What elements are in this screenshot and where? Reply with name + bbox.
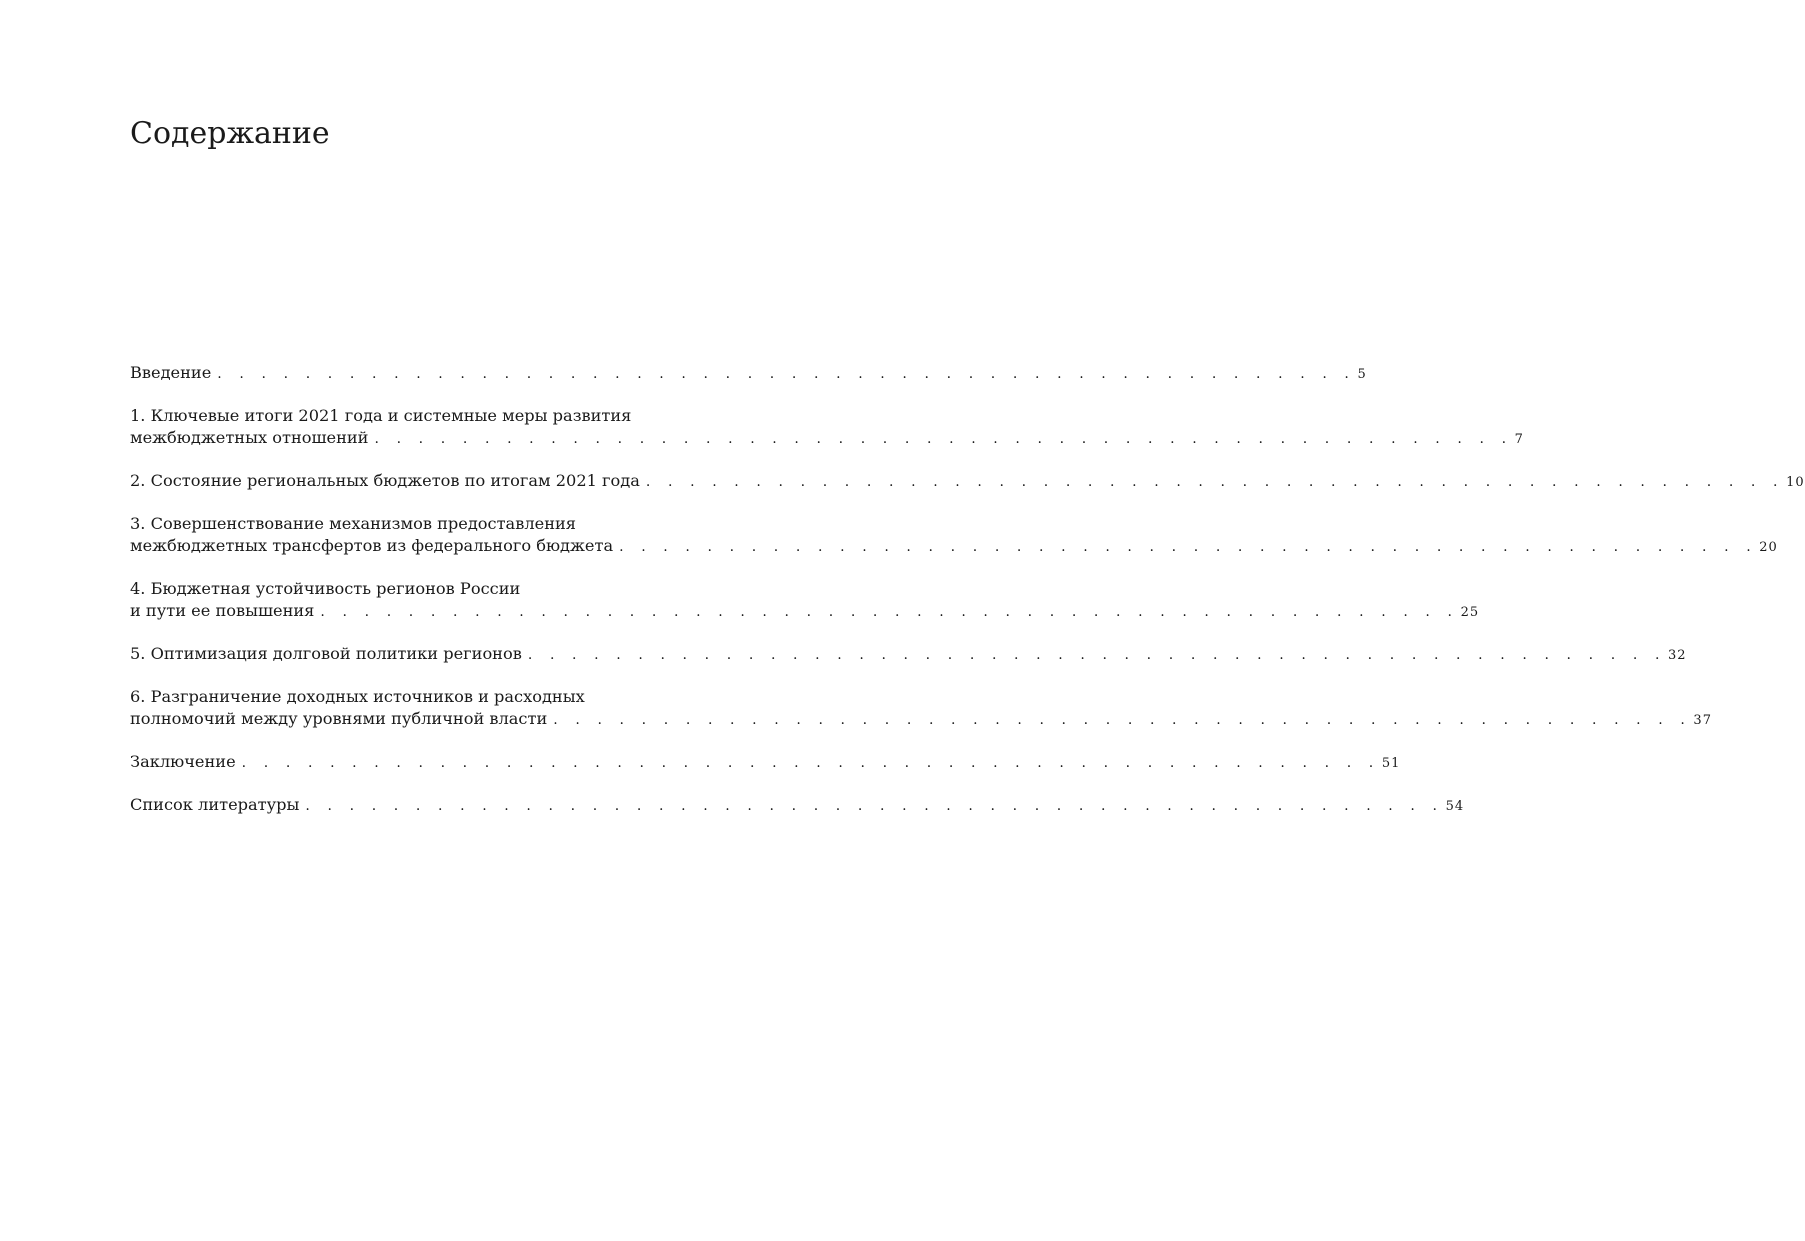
toc-leader-dots: . . . . . . . . . . . . . . . . . . . . . . . . . . . . . . . . . . . . . . . . . . . . . . . . . . . . <box>241 755 1380 771</box>
toc-entry-chapter-5[interactable] <box>130 643 1687 667</box>
toc-entry-title: 4. Бюджетная устойчивость регионов России <box>130 579 521 598</box>
toc-leader-dots: . . . . . . . . . . . . . . . . . . . . . . . . . . . . . . . . . . . . . . . . . . . . . . . . . . . . <box>619 539 1758 555</box>
toc-page-number: 51 <box>1381 756 1401 771</box>
toc-entry-title: Список литературы <box>130 795 300 814</box>
toc-entry-title: 6. Разграничение доходных источников и расходных <box>130 687 585 706</box>
toc-leader-dots: . . . . . . . . . . . . . . . . . . . . . . . . . . . . . . . . . . . . . . . . . . . . . . . . . . . . <box>645 474 1785 490</box>
toc-entry-title: 5. Оптимизация долговой политики регионов <box>130 644 522 663</box>
toc-entry-references[interactable] <box>130 794 1465 818</box>
toc-entry-chapter-2[interactable] <box>130 470 1805 494</box>
toc-entry-title: 3. Совершенствование механизмов предоставления <box>130 514 576 533</box>
toc-entry-chapter-6[interactable] <box>130 686 1712 732</box>
table-of-contents <box>130 362 1805 837</box>
toc-entry-chapter-3[interactable] <box>130 513 1778 559</box>
toc-entry-title: Введение <box>130 363 212 382</box>
toc-leader-dots: . . . . . . . . . . . . . . . . . . . . . . . . . . . . . . . . . . . . . . . . . . . . . . . . . . . . <box>553 712 1692 728</box>
toc-entry-title-continued: полномочий между уровнями публичной власти <box>130 709 548 728</box>
toc-entry-title-continued: межбюджетных отношений <box>130 428 369 447</box>
toc-leader-dots: . . . . . . . . . . . . . . . . . . . . . . . . . . . . . . . . . . . . . . . . . . . . . . . . . . . . <box>217 366 1356 382</box>
toc-leader-dots: . . . . . . . . . . . . . . . . . . . . . . . . . . . . . . . . . . . . . . . . . . . . . . . . . . . . <box>320 604 1459 620</box>
toc-entry-introduction[interactable] <box>130 362 1367 386</box>
toc-entry-title: Заключение <box>130 752 236 771</box>
toc-page-number: 25 <box>1460 605 1480 620</box>
toc-leader-dots: . . . . . . . . . . . . . . . . . . . . . . . . . . . . . . . . . . . . . . . . . . . . . . . . . . . . <box>305 798 1444 814</box>
toc-page-number: 54 <box>1445 799 1465 814</box>
toc-page-number: 10 <box>1786 475 1805 490</box>
page-title: Содержание <box>130 116 330 151</box>
toc-page-number: 32 <box>1668 648 1687 663</box>
toc-leader-dots: . . . . . . . . . . . . . . . . . . . . . . . . . . . . . . . . . . . . . . . . . . . . . . . . . . . . <box>374 431 1513 447</box>
toc-entry-conclusion[interactable] <box>130 751 1401 775</box>
toc-entry-chapter-4[interactable] <box>130 578 1480 624</box>
toc-page-number: 20 <box>1759 540 1778 555</box>
toc-entry-title: 2. Состояние региональных бюджетов по итогам 2021 года <box>130 471 640 490</box>
toc-entry-title: 1. Ключевые итоги 2021 года и системные меры развития <box>130 406 632 425</box>
toc-leader-dots: . . . . . . . . . . . . . . . . . . . . . . . . . . . . . . . . . . . . . . . . . . . . . . . . . . . . <box>527 647 1667 663</box>
toc-page-number: 7 <box>1514 432 1524 447</box>
toc-page-number: 37 <box>1693 713 1712 728</box>
toc-entry-chapter-1[interactable] <box>130 405 1524 451</box>
toc-page-number: 5 <box>1357 367 1367 382</box>
toc-entry-title-continued: межбюджетных трансфертов из федерального бюджета <box>130 536 614 555</box>
toc-entry-title-continued: и пути ее повышения <box>130 601 315 620</box>
